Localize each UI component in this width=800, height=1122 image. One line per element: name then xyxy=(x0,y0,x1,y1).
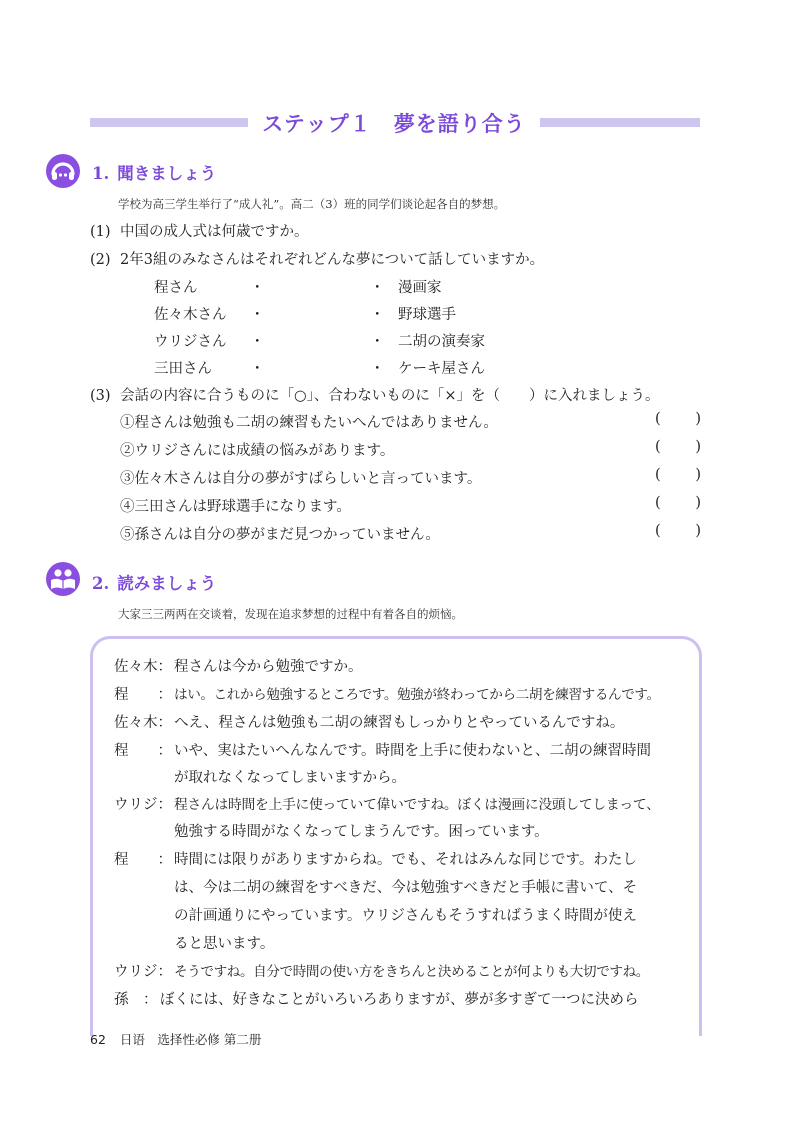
dialogue-speaker: 程 ： xyxy=(114,687,172,703)
page-number: 62 xyxy=(90,1032,106,1047)
dialogue-line: の計画通りにやっています。ウリジさんもそうすればうまく時間が使え xyxy=(174,908,637,924)
section1-intro: 学校为高三学生举行了“成人礼”。高二（3）班的同学们谈论起各自的梦想。 xyxy=(118,197,506,211)
dialogue-line: 程さんは今から勉強ですか。 xyxy=(174,659,363,675)
dream-manga: 漫画家 xyxy=(398,280,442,296)
tf-item: ③佐々木さんは自分の夢がすばらしいと言っています。 xyxy=(120,471,482,487)
match-dot-left[interactable]: ・ xyxy=(250,307,265,323)
listening-icon xyxy=(46,154,80,188)
dream-baseball: 野球選手 xyxy=(398,307,456,323)
dialogue-speaker: 程 ： xyxy=(114,743,172,759)
question-1 xyxy=(90,220,309,241)
match-dot-right[interactable]: ・ xyxy=(370,334,385,350)
question-3-number: (3) xyxy=(90,388,111,404)
question-1-text: 中国の成人式は何歳ですか。 xyxy=(120,224,309,240)
person-sasaki: 佐々木さん xyxy=(154,307,227,323)
dialogue-speaker: 佐々木： xyxy=(114,659,172,675)
dialogue-line: 程さんは時間を上手に使っていて偉いですね。ぼくは漫画に没頭してしまって、 xyxy=(174,797,660,813)
person-mita: 三田さん xyxy=(154,361,212,377)
dream-cake: ケーキ屋さん xyxy=(398,361,485,377)
section2-intro: 大家三三两两在交谈着，发现在追求梦想的过程中有着各自的烦恼。 xyxy=(118,607,463,621)
tf-item: ①程さんは勉強も二胡の練習もたいへんではありません。 xyxy=(120,415,498,431)
tf-item: ⑤孫さんは自分の夢がまだ見つかっていません。 xyxy=(120,527,440,543)
match-dot-right[interactable]: ・ xyxy=(370,280,385,296)
section1-number: 1. xyxy=(92,164,110,183)
dialogue-speaker: ウリジ： xyxy=(114,964,172,980)
header-bar-right xyxy=(540,118,700,127)
dialogue-line: が取れなくなってしまいますから。 xyxy=(174,770,406,786)
match-dot-left[interactable]: ・ xyxy=(250,334,265,350)
section2-number: 2. xyxy=(92,574,110,593)
step-title: ステップ１ 夢を語り合う xyxy=(262,111,526,136)
match-dot-left[interactable]: ・ xyxy=(250,280,265,296)
match-dot-right[interactable]: ・ xyxy=(370,307,385,323)
dialogue-line: 勉強する時間がなくなってしまうんです。困っています。 xyxy=(174,824,549,840)
page-footer xyxy=(90,1030,261,1048)
question-2-number: (2) xyxy=(90,252,111,268)
dialogue-line: 時間には限りがありますからね。でも、それはみんな同じです。わたし xyxy=(174,852,637,868)
section2-title xyxy=(92,570,216,594)
section1-title-text: 聞きましょう xyxy=(117,164,217,183)
person-uriji: ウリジさん xyxy=(154,334,227,350)
question-3-text: 会話の内容に合うものに「○」、合わないものに「×」を（ ）に入れましょう。 xyxy=(120,388,660,404)
header-bar-left xyxy=(90,118,248,127)
match-dot-left[interactable]: ・ xyxy=(250,361,265,377)
dialogue-speaker: 程 ： xyxy=(114,852,172,868)
dialogue-speaker: 孫 ： xyxy=(114,992,158,1008)
tf-item: ④三田さんは野球選手になります。 xyxy=(120,499,351,515)
dream-erhu: 二胡の演奏家 xyxy=(398,334,485,350)
dialogue-line: へえ、程さんは勉強も二胡の練習もしっかりとやっているんですね。 xyxy=(174,715,625,731)
section1-title xyxy=(92,160,216,184)
dialogue-speaker: ウリジ： xyxy=(114,797,172,813)
dialogue-line: ぼくには、好きなことがいろいろありますが、夢が多すぎて一つに決めら xyxy=(160,992,639,1008)
section2-title-text: 読みましょう xyxy=(117,574,217,593)
dialogue-line: はい。これから勉強するところです。勉強が終わってから二胡を練習するんです。 xyxy=(174,687,660,703)
person-cheng: 程さん xyxy=(154,280,198,296)
tf-item: ②ウリジさんには成績の悩みがあります。 xyxy=(120,443,395,459)
match-dot-right[interactable]: ・ xyxy=(370,361,385,377)
question-2 xyxy=(90,248,544,269)
dialogue-line: いや、実はたいへんなんです。時間を上手に使わないと、二胡の練習時間 xyxy=(174,743,652,759)
question-2-text: 2年3組のみなさんはそれぞれどんな夢について話していますか。 xyxy=(120,252,545,268)
question-1-number: (1) xyxy=(90,224,111,240)
book-title: 日语 选择性必修 第二册 xyxy=(119,1032,262,1047)
dialogue-speaker: 佐々木： xyxy=(114,715,172,731)
dialogue-line: そうですね。自分で時間の使い方をきちんと決めることが何よりも大切ですね。 xyxy=(174,964,649,980)
dialogue-line: ると思います。 xyxy=(174,936,275,952)
question-3 xyxy=(90,384,660,405)
dialogue-line: は、今は二胡の練習をすべきだ、今は勉強すべきだと手帳に書いて、そ xyxy=(174,880,638,896)
reading-icon xyxy=(46,562,80,596)
